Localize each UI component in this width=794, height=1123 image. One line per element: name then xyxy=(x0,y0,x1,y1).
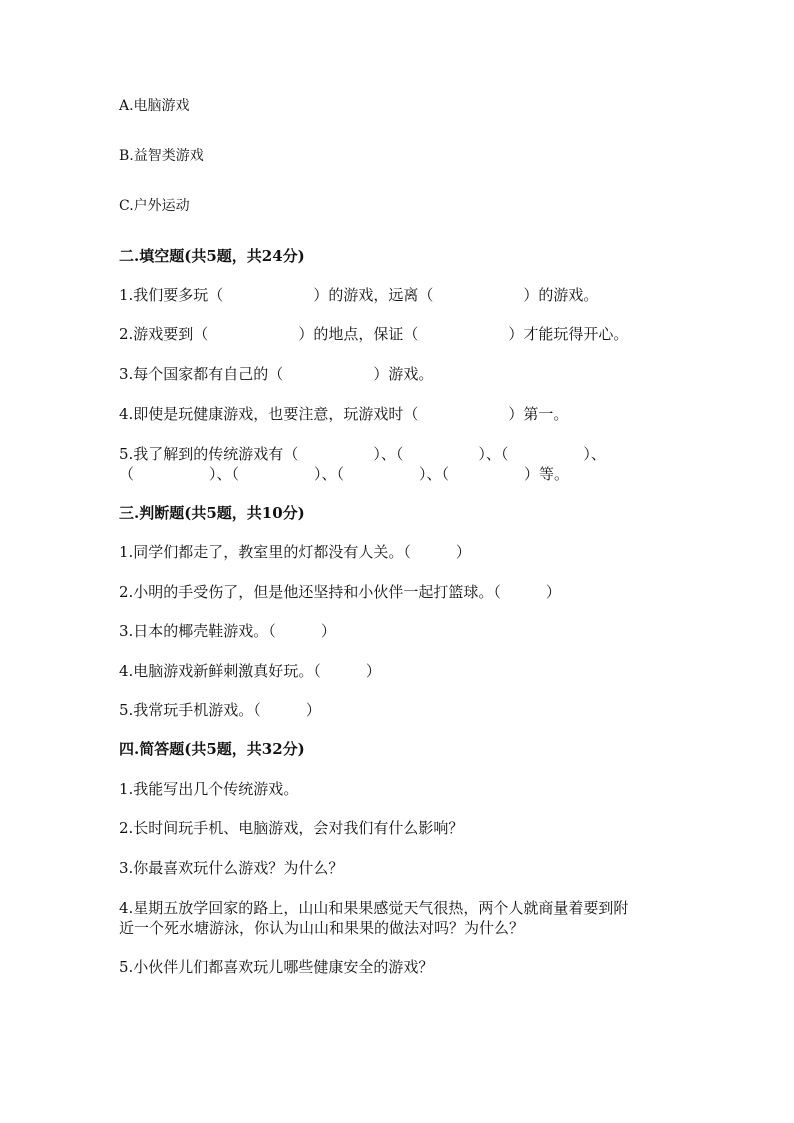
short-question-5: 5.小伙伴儿们都喜欢玩儿哪些健康安全的游戏？ xyxy=(119,958,434,976)
fill-question-4: 4.即使是玩健康游戏，也要注意，玩游戏时（ ）第一。 xyxy=(119,405,569,423)
judge-question-5: 5.我常玩手机游戏。（ ） xyxy=(119,701,321,719)
fill-question-5-line-2: （ ）、（ ）、（ ）、（ ）等。 xyxy=(119,465,570,483)
option-a: A.电脑游戏 xyxy=(119,98,190,114)
short-question-4-line-1: 4.星期五放学回家的路上，山山和果果感觉天气很热，两个人就商量着要到附 xyxy=(119,899,629,917)
section-heading-fill-in: 二.填空题(共5题，共24分) xyxy=(119,247,305,265)
judge-question-3: 3.日本的椰壳鞋游戏。（ ） xyxy=(119,622,336,640)
judge-question-1: 1.同学们都走了，教室里的灯都没有人关。（ ） xyxy=(119,543,471,561)
section-heading-short-answer: 四.简答题(共5题，共32分) xyxy=(119,740,305,758)
judge-question-2: 2.小明的手受伤了，但是他还坚持和小伙伴一起打篮球。（ ） xyxy=(119,583,561,601)
fill-question-1: 1.我们要多玩（ ）的游戏，远离（ ）的游戏。 xyxy=(119,286,599,304)
fill-question-3: 3.每个国家都有自己的（ ）游戏。 xyxy=(119,365,434,383)
short-question-1: 1.我能写出几个传统游戏。 xyxy=(119,780,299,798)
short-question-3: 3.你最喜欢玩什么游戏？为什么？ xyxy=(119,859,344,877)
section-heading-true-false: 三.判断题(共5题，共10分) xyxy=(119,504,305,522)
option-c: C.户外运动 xyxy=(119,198,190,214)
fill-question-2: 2.游戏要到（ ）的地点，保证（ ）才能玩得开心。 xyxy=(119,325,629,343)
judge-question-4: 4.电脑游戏新鲜刺激真好玩。（ ） xyxy=(119,662,381,680)
fill-question-5-line-1: 5.我了解到的传统游戏有（ ）、（ ）、（ ）、 xyxy=(119,445,606,463)
option-b: B.益智类游戏 xyxy=(119,148,204,164)
short-question-4-line-2: 近一个死水塘游泳，你认为山山和果果的做法对吗？为什么？ xyxy=(119,919,525,937)
short-question-2: 2.长时间玩手机、电脑游戏，会对我们有什么影响？ xyxy=(119,819,464,837)
